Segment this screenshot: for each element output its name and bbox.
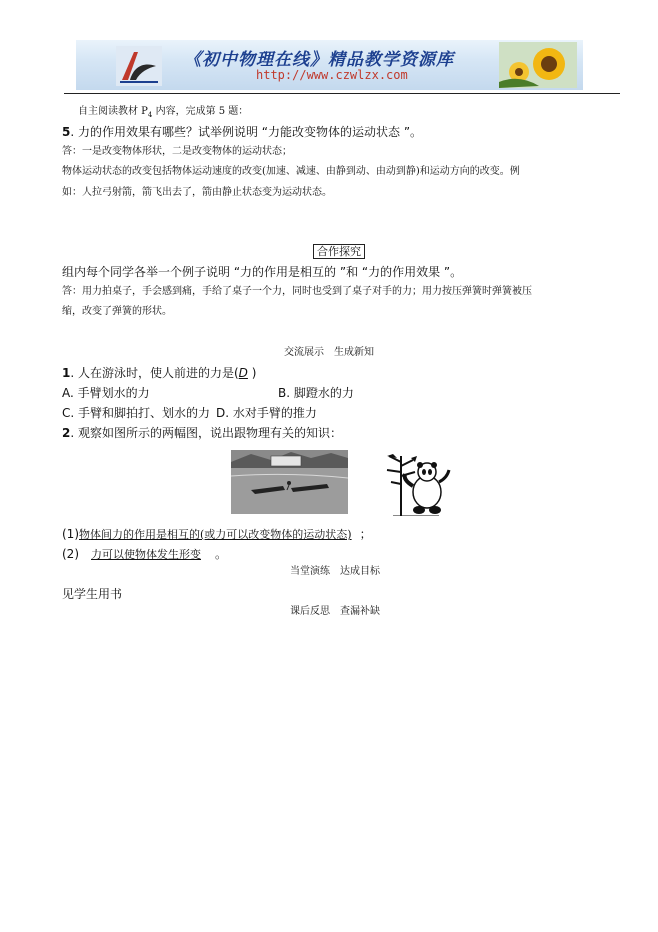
coop-answer-line1: 答：用力拍桌子，手会感到痛，手给了桌子一个力，同时也受到了桌子对手的力；用力按压弹簧时弹簧被压 <box>62 286 532 297</box>
question-2: 2. 观察如图所示的两幅图，说出跟物理有关的知识： <box>62 426 342 440</box>
coop-prompt: 组内每个同学各举一个例子说明 “力的作用是相互的 ”和 “力的作用效果 ”。 <box>62 265 463 279</box>
answer-5-line3: 如：人拉弓射箭，箭飞出去了，箭由静止状态变为运动状态。 <box>62 187 332 198</box>
option-b: B. 脚蹬水的力 <box>278 386 354 400</box>
blank-1: (1)物体间力的作用是相互的(或力可以改变物体的运动状态) ； <box>62 527 372 541</box>
option-c: C. 手臂和脚拍打、划水的力 <box>62 406 211 420</box>
logo-icon <box>116 46 162 86</box>
header-banner <box>76 40 583 90</box>
reflection-heading: 课后反思 查漏补缺 <box>290 606 380 617</box>
panda-bamboo-figure <box>383 452 453 516</box>
practice-heading: 当堂演练 达成目标 <box>290 566 380 577</box>
blank-1-answer: 物体间力的作用是相互的(或力可以改变物体的运动状态) <box>79 528 352 541</box>
q1-answer: D <box>238 366 248 380</box>
sunflower-icon <box>499 42 577 88</box>
option-d: D. 水对手臂的推力 <box>216 406 317 420</box>
coop-answer-line2: 缩，改变了弹簧的形状。 <box>62 306 172 317</box>
answer-5-line1: 答：一是改变物体形状，二是改变物体的运动状态； <box>62 146 292 157</box>
question-5: 5. 力的作用效果有哪些？试举例说明 “力能改变物体的运动状态 ”。 <box>62 125 423 139</box>
option-a: A. 手臂划水的力 <box>62 386 150 400</box>
boat-figure <box>231 450 348 514</box>
question-1: 1. 人在游泳时，使人前进的力是(D ) <box>62 366 257 380</box>
banner-title: 《初中物理在线》精品教学资源库 <box>184 50 454 70</box>
banner-url[interactable]: http://www.czwlzx.com <box>256 68 408 82</box>
header-rule <box>64 93 620 94</box>
practice-note: 见学生用书 <box>62 587 123 601</box>
answer-5-line2: 物体运动状态的改变包括物体运动速度的改变(加速、减速、由静到动、由动到静)和运动方向的改变。例 <box>62 166 520 177</box>
coop-heading: 合作探究 <box>313 245 365 259</box>
blank-2-answer: 力可以使物体发生形变 <box>91 548 201 561</box>
exchange-heading: 交流展示 生成新知 <box>284 347 374 358</box>
self-study-intro: 自主阅读教材 $P_4$ 内容，完成第 5 题： <box>78 106 249 119</box>
blank-2: (2) 力可以使物体发生形变 。 <box>62 547 228 561</box>
